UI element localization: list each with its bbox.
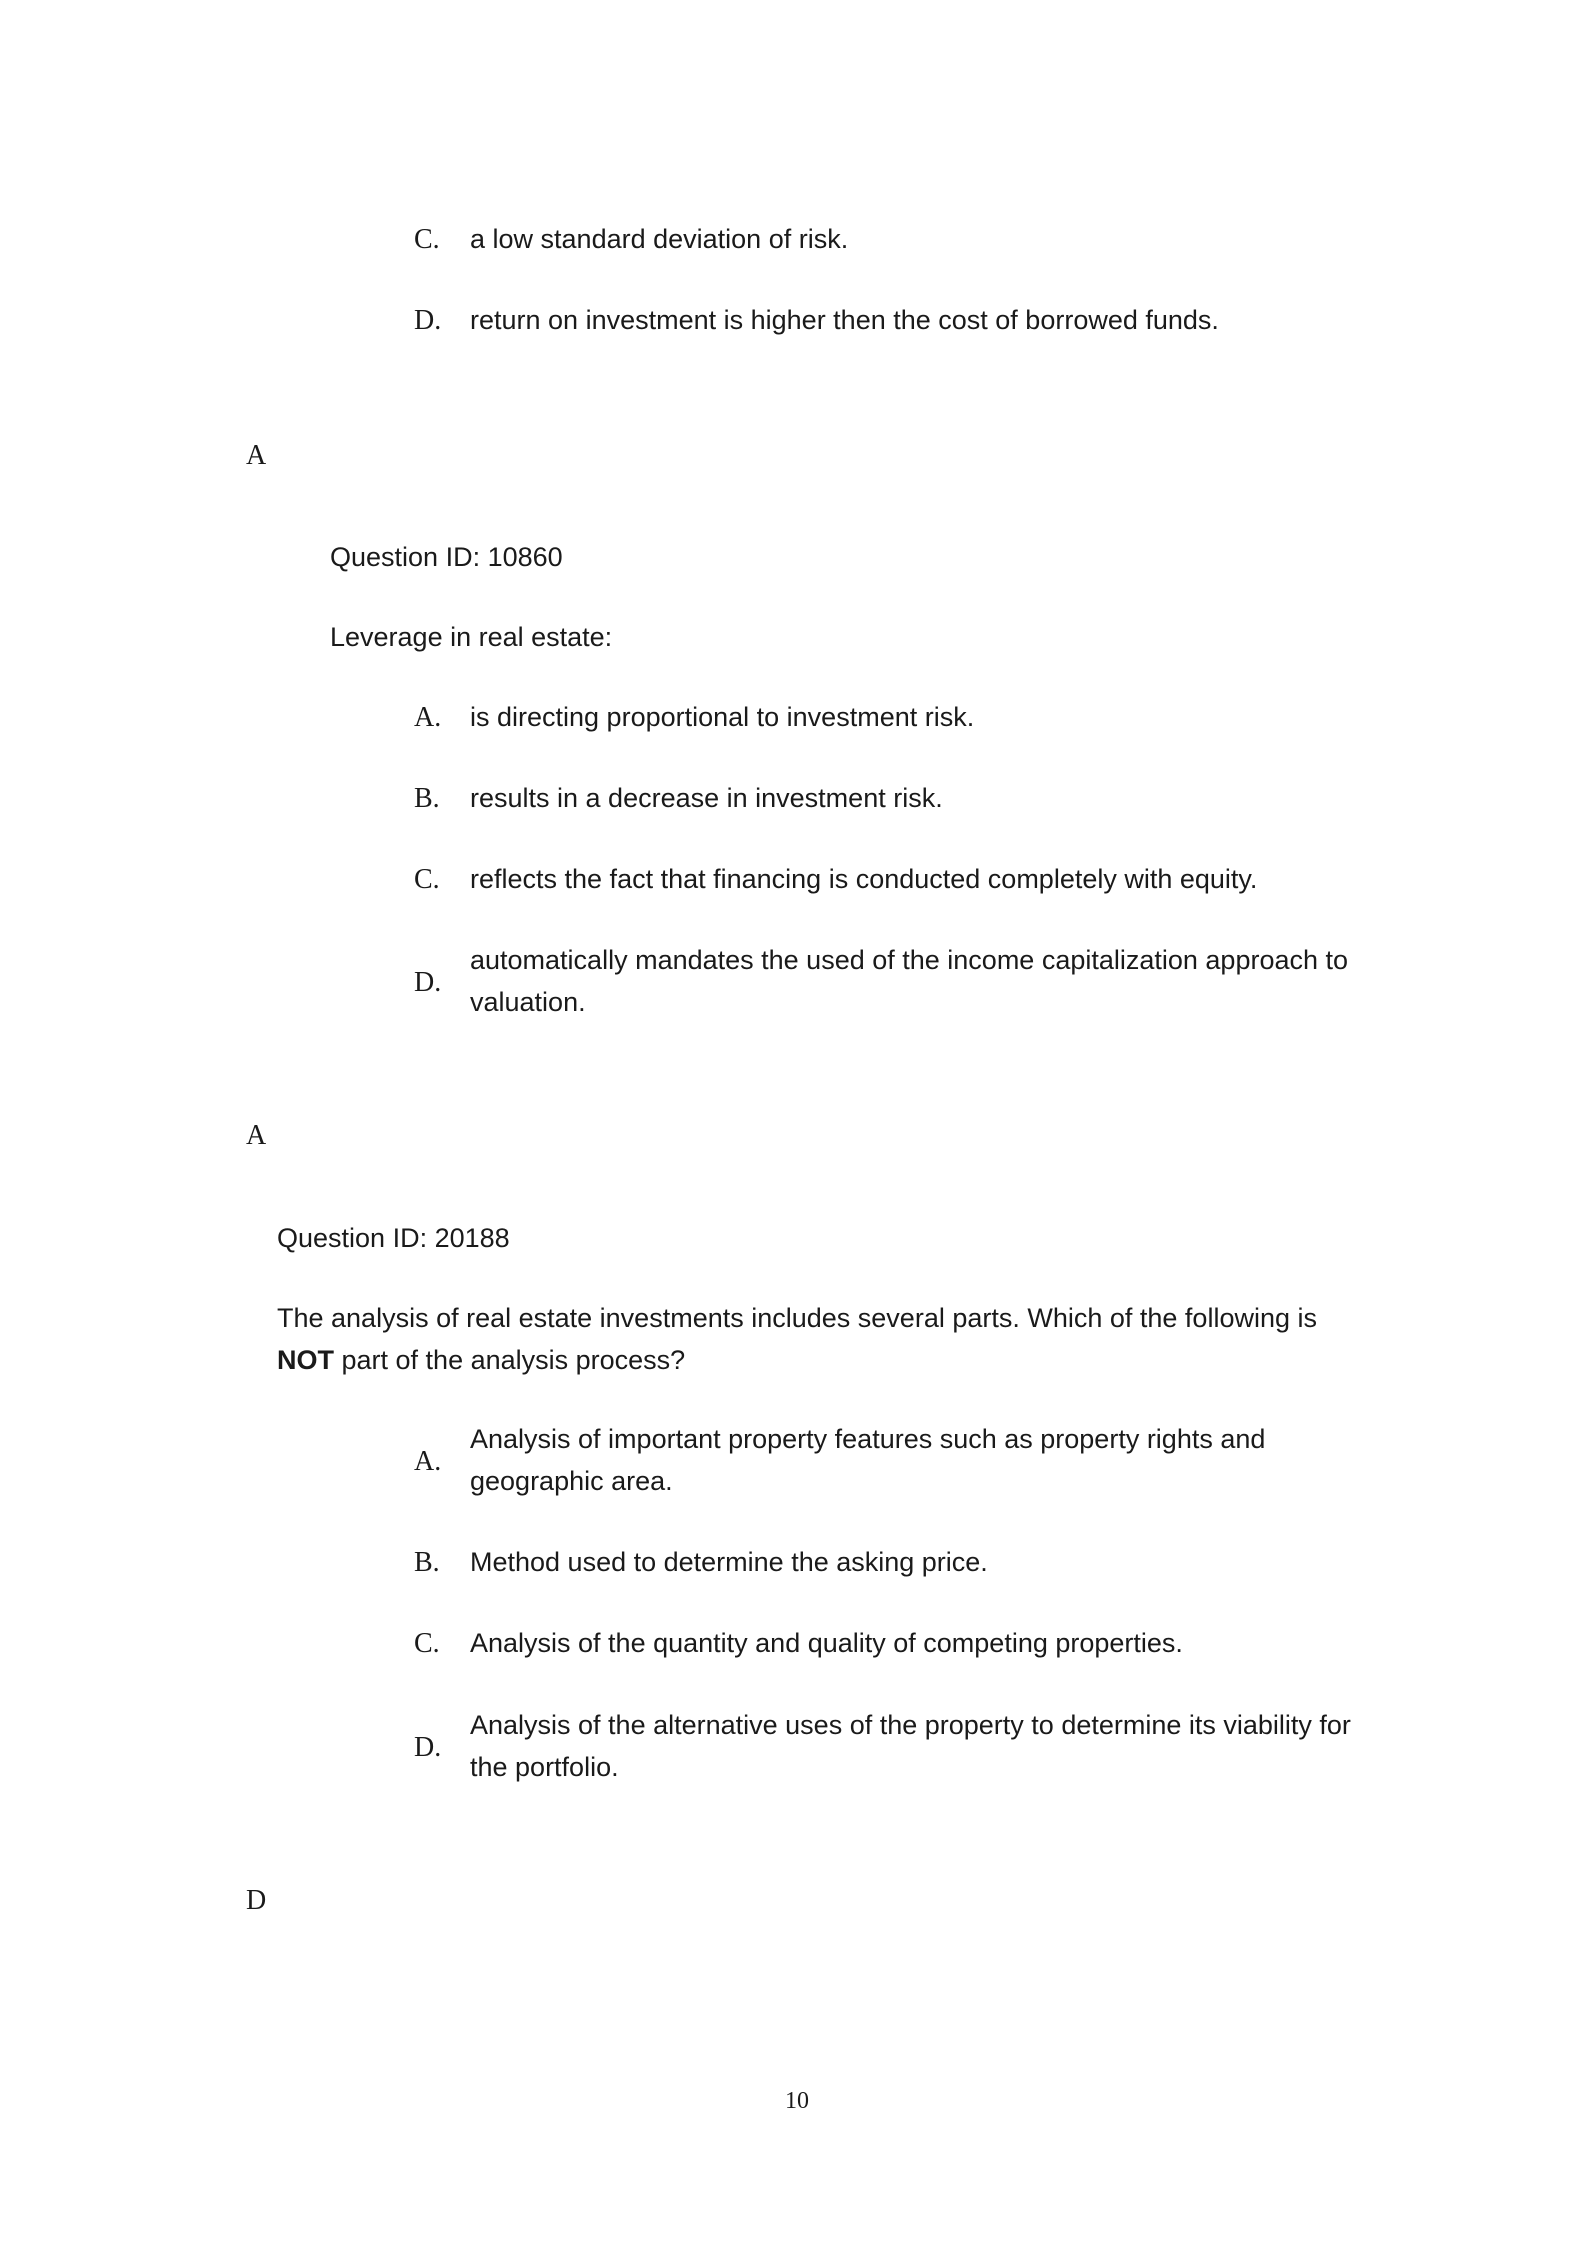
option-letter: D. xyxy=(414,1732,442,1763)
question-stem: Leverage in real estate: xyxy=(330,622,613,652)
option-letter: B. xyxy=(414,783,440,814)
answer-key: A xyxy=(246,440,267,471)
option-letter: D. xyxy=(414,305,442,336)
question-id: Question ID: 20188 xyxy=(277,1223,510,1253)
option-text: Analysis of the quantity and quality of competing properties. xyxy=(470,1628,1183,1658)
option-text: return on investment is higher then the cost of borrowed funds. xyxy=(470,305,1219,335)
option-letter: C. xyxy=(414,224,440,255)
option-text: Method used to determine the asking price. xyxy=(470,1547,988,1577)
option-letter: C. xyxy=(414,864,440,895)
answer-key: A xyxy=(246,1120,267,1151)
option-text: results in a decrease in investment risk. xyxy=(470,783,943,813)
option-letter: A. xyxy=(414,702,442,733)
question-stem-text: part of the analysis process? xyxy=(334,1345,686,1375)
option-text: automatically mandates the used of the income capitalization approach to valuation. xyxy=(470,945,1349,1017)
option-text: Analysis of important property features such as property rights and geographic area. xyxy=(470,1424,1266,1496)
question-id: Question ID: 10860 xyxy=(330,542,563,572)
question-stem-text: The analysis of real estate investments includes several parts. Which of the following is xyxy=(277,1303,1317,1333)
answer-key: D xyxy=(246,1885,267,1916)
option-text: Analysis of the alternative uses of the property to determine its viability for the portfolio. xyxy=(470,1710,1351,1782)
option-letter: A. xyxy=(414,1446,442,1477)
option-text: reflects the fact that financing is conducted completely with equity. xyxy=(470,864,1258,894)
option-letter: B. xyxy=(414,1547,440,1578)
question-stem xyxy=(277,1297,1377,1381)
option-text: is directing proportional to investment risk. xyxy=(470,702,975,732)
option-letter: D. xyxy=(414,967,442,998)
question-stem-emphasis: NOT xyxy=(277,1345,334,1375)
page-number: 10 xyxy=(785,2088,809,2114)
option-letter: C. xyxy=(414,1628,440,1659)
option-text: a low standard deviation of risk. xyxy=(470,224,849,254)
